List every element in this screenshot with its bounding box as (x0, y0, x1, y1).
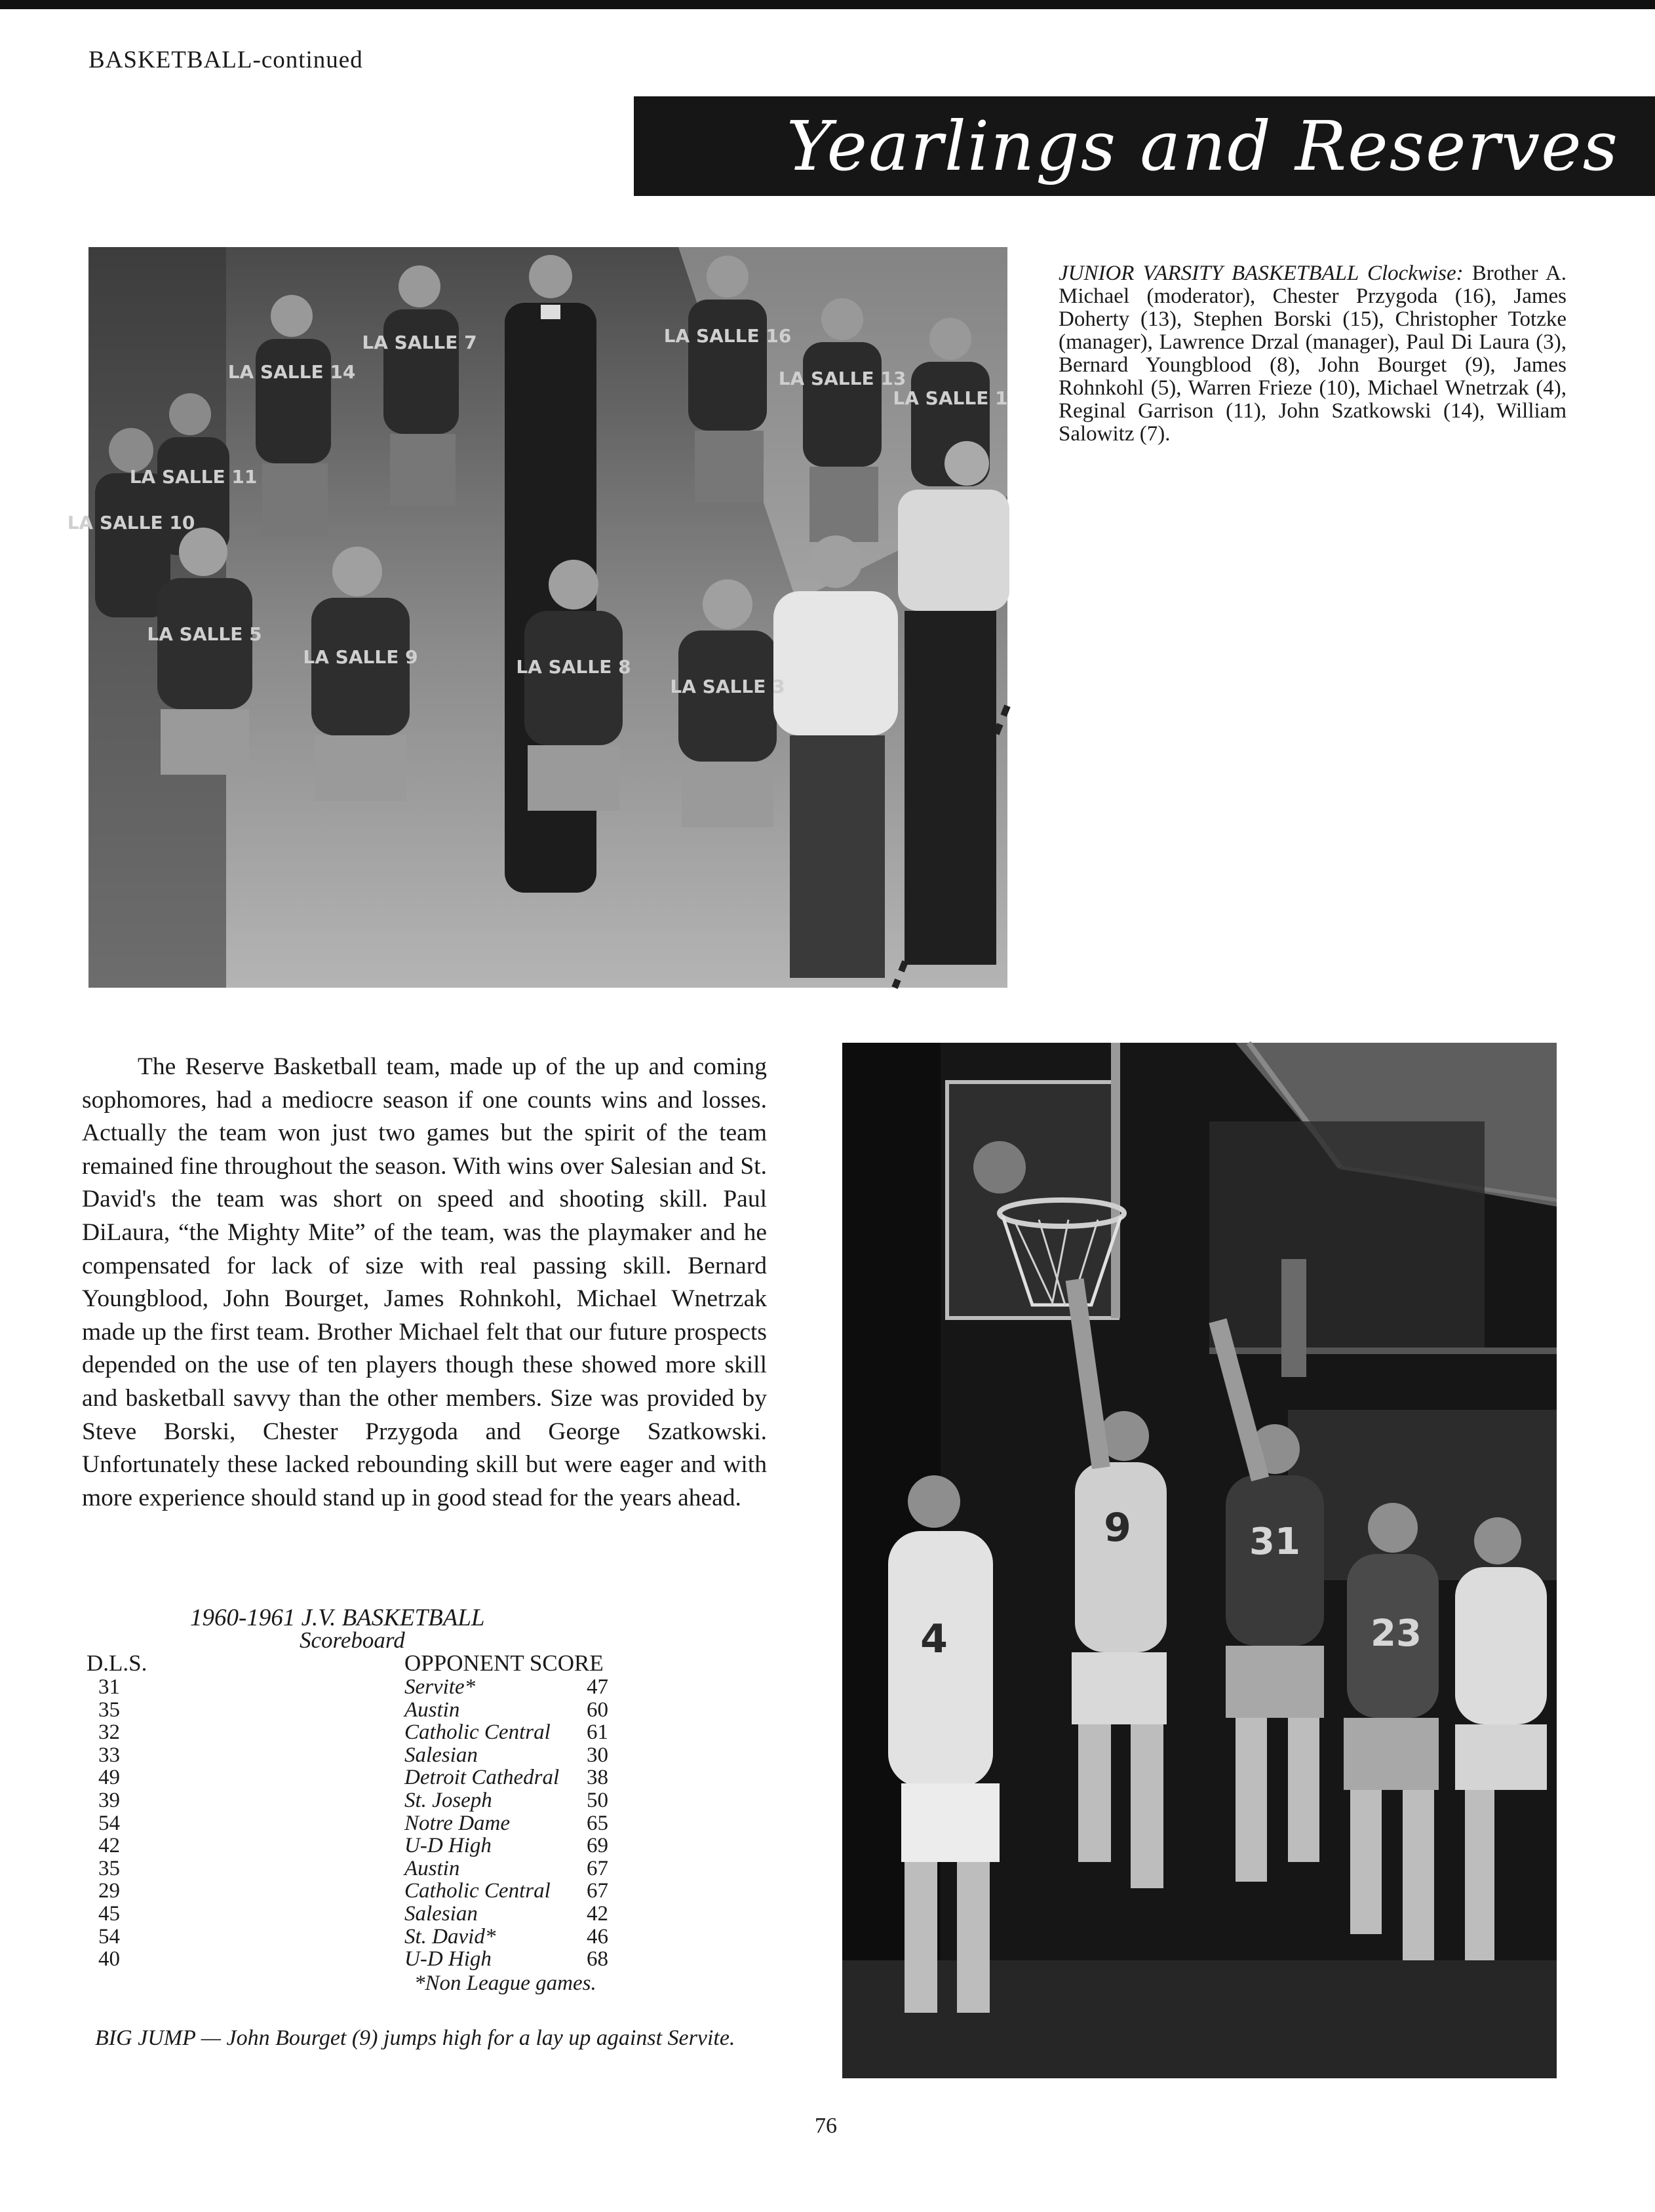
score-row (98, 1880, 623, 1903)
score-row (98, 1903, 623, 1926)
opponent-score: 42 (587, 1901, 608, 1926)
opponent-score: 30 (587, 1743, 608, 1767)
article-body (82, 1051, 767, 1515)
score-row (98, 1721, 623, 1744)
dls-score: 29 (98, 1879, 120, 1903)
score-row (98, 1766, 623, 1789)
jersey-23-action: 23 (1371, 1612, 1422, 1655)
team-photo-caption (1059, 262, 1567, 446)
scoreboard-title: 1960-1961 J.V. BASKETBALL (190, 1604, 485, 1631)
page-title: Yearlings and Reserves (786, 106, 1619, 186)
jersey-5: LA SALLE 5 (147, 623, 262, 645)
opponent-score: 60 (587, 1698, 608, 1722)
jersey-7: LA SALLE 7 (362, 332, 477, 353)
jersey-16: LA SALLE 16 (663, 325, 792, 347)
opponent-name: St. Joseph (404, 1788, 492, 1812)
dls-score: 54 (98, 1924, 120, 1949)
jersey-9: LA SALLE 9 (303, 646, 418, 668)
page-number: 76 (815, 2114, 837, 2138)
jersey-3: LA SALLE 3 (670, 676, 785, 697)
score-row (98, 1744, 623, 1767)
opponent-name: U-D High (404, 1947, 492, 1971)
score-row (98, 1926, 623, 1949)
jersey-9-action: 9 (1104, 1505, 1131, 1551)
opponent-name: Detroit Cathedral (404, 1766, 560, 1790)
caption-lead: JUNIOR VARSITY BASKETBALL Clockwise: (1059, 262, 1464, 285)
opponent-name: Notre Dame (404, 1811, 511, 1835)
score-row (98, 1857, 623, 1880)
score-row (98, 1789, 623, 1812)
score-row (98, 1948, 623, 1971)
article-paragraph: The Reserve Basketball team, made up of the up and coming sophomores, had a mediocre season if one counts wins and losses. Actually the team won just two games but the spirit of the team remained fine throughout the season. With wins over Salesian and St. David's the team was short on speed and shooting skill. Paul DiLaura, “the Mighty Mite” of the team, was the playmaker and he compensated for lack of size with real passing skill. Bernard Youngblood, John Bourget, James Rohnkohl, Michael Wnetrzak made up the first team. Brother Michael felt that our future prospects depended on the use of ten players though these showed more skill and basketball savvy than the other members. Size was provided by Steve Borski, Chester Przygoda and George Szatkowski. Unfortunately these lacked rebounding skill but were eager and with more experience should stand up in good stead for the years ahead. (82, 1053, 767, 1511)
scoreboard-header-opponent: OPPONENT SCORE (404, 1650, 604, 1676)
action-photo-caption: BIG JUMP — John Bourget (9) jumps high for a lay up against Servite. (95, 2026, 735, 2050)
opponent-score: 61 (587, 1720, 608, 1745)
caption-names: Brother A. Michael (moderator), Chester Przygoda (16), James Doherty (13), Stephen Borski (15), Christopher Totzke (manager), Lawrence Drzal (manager), Paul Di Laura (3), Bernard Youngblood (8), John Bourget (9), James Rohnkohl (5), Warren Frieze (10), Michael Wnetrzak (4), Reginal Garrison (11), John Szatkowski (14), William Salowitz (7). (1059, 262, 1567, 446)
opponent-score: 38 (587, 1766, 608, 1790)
jersey-10: LA SALLE 10 (67, 512, 195, 534)
dls-score: 45 (98, 1901, 120, 1926)
dls-score: 35 (98, 1856, 120, 1880)
score-row (98, 1699, 623, 1722)
opponent-name: Austin (404, 1698, 460, 1722)
dls-score: 40 (98, 1947, 120, 1971)
scoreboard-footnote: *Non League games. (414, 1971, 596, 1995)
opponent-score: 65 (587, 1811, 608, 1835)
opponent-score: 69 (587, 1834, 608, 1858)
jersey-13: LA SALLE 13 (778, 368, 906, 389)
scoreboard-header-dls: D.L.S. (87, 1650, 147, 1676)
opponent-name: Servite* (404, 1675, 476, 1699)
dls-score: 31 (98, 1675, 120, 1699)
title-banner (634, 96, 1655, 196)
opponent-score: 67 (587, 1879, 608, 1903)
jersey-11: LA SALLE 11 (129, 466, 258, 488)
dls-score: 32 (98, 1720, 120, 1745)
team-photo (67, 247, 1008, 988)
action-photo-illustration (842, 1043, 1557, 2078)
jersey-8: LA SALLE 8 (516, 656, 631, 678)
jersey-14: LA SALLE 14 (227, 361, 356, 383)
jersey-4-action: 4 (920, 1616, 948, 1662)
opponent-name: Salesian (404, 1901, 478, 1926)
opponent-name: St. David* (404, 1924, 496, 1949)
opponent-score: 50 (587, 1788, 608, 1812)
team-photo-illustration (67, 247, 1008, 988)
scoreboard-subtitle: Scoreboard (300, 1627, 405, 1653)
jersey-1: LA SALLE 1 (893, 387, 1008, 409)
score-row (98, 1812, 623, 1835)
dls-score: 39 (98, 1788, 120, 1812)
opponent-score: 47 (587, 1675, 608, 1699)
opponent-name: U-D High (404, 1834, 492, 1858)
opponent-name: Catholic Central (404, 1879, 551, 1903)
dls-score: 54 (98, 1811, 120, 1835)
opponent-name: Catholic Central (404, 1720, 551, 1745)
opponent-score: 46 (587, 1924, 608, 1949)
score-row (98, 1676, 623, 1699)
dls-score: 35 (98, 1698, 120, 1722)
opponent-name: Austin (404, 1856, 460, 1880)
scoreboard-table (98, 1676, 623, 1971)
dls-score: 33 (98, 1743, 120, 1767)
score-row (98, 1834, 623, 1857)
opponent-score: 68 (587, 1947, 608, 1971)
jersey-31-action: 31 (1249, 1521, 1300, 1563)
opponent-score: 67 (587, 1856, 608, 1880)
dls-score: 49 (98, 1766, 120, 1790)
action-photo (842, 1043, 1557, 2078)
running-head: BASKETBALL-continued (88, 47, 363, 73)
opponent-name: Salesian (404, 1743, 478, 1767)
dls-score: 42 (98, 1834, 120, 1858)
top-edge-band (0, 0, 1655, 9)
